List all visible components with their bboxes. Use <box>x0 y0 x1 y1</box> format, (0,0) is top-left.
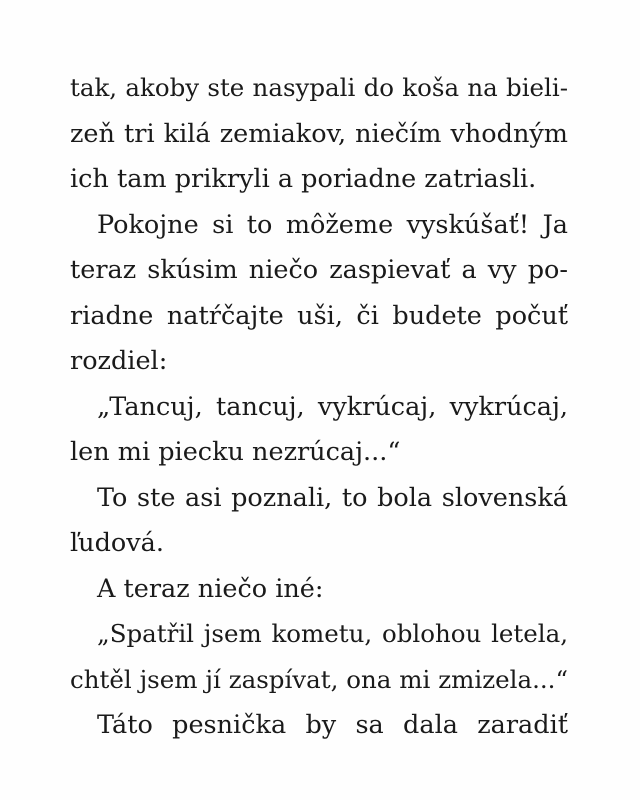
paragraph-first-line: A teraz niečo iné: <box>97 574 324 604</box>
quote-line: „Spatřil jsem kometu, oblohou letela, <box>97 619 568 648</box>
text-line: tak, akoby ste nasypali do koša na bieli- <box>70 73 568 102</box>
quote-line: chtěl jsem jí zaspívat, ona mi zmizela...“ <box>70 665 568 694</box>
text-line: ľudová. <box>70 528 164 558</box>
paragraph-first-line: Táto pesnička by sa dala zaradiť <box>97 710 568 740</box>
quote-line: len mi piecku nezrúcaj...“ <box>70 437 401 467</box>
quote-line: „Tancuj, tancuj, vykrúcaj, vykrúcaj, <box>97 392 568 422</box>
text-line: ich tam prikryli a poriadne zatriasli. <box>70 164 537 194</box>
paragraph-first-line: Pokojne si to môžeme vyskúšať! Ja <box>97 210 568 240</box>
paragraph-first-line: To ste asi poznali, to bola slovenská <box>97 483 568 513</box>
text-line: rozdiel: <box>70 346 168 376</box>
text-line: zeň tri kilá zemiakov, niečím vhodným <box>70 119 568 149</box>
text-line: teraz skúsim niečo zaspievať a vy po- <box>70 255 568 285</box>
text-line: riadne natŕčajte uši, či budete počuť <box>70 301 568 331</box>
